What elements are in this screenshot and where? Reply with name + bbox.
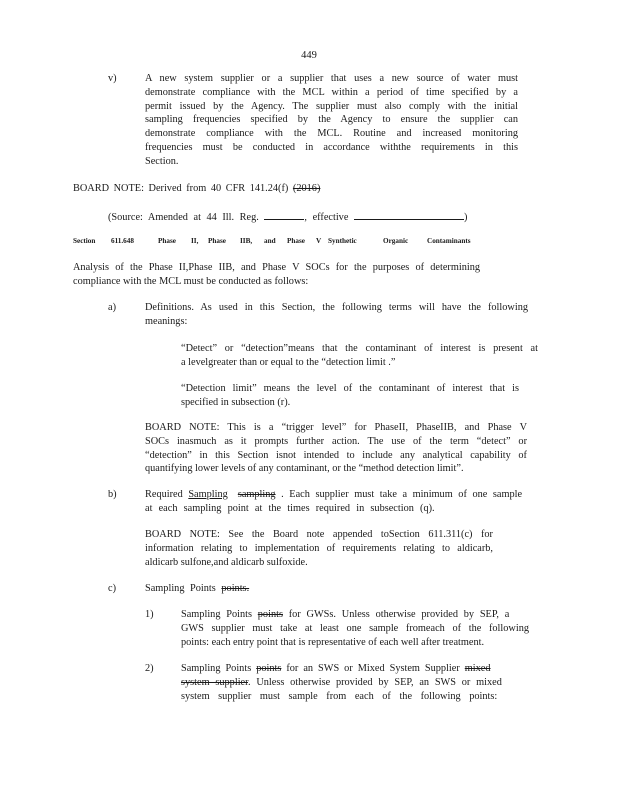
board-note-text: BOARD NOTE: Derived from 40 CFR 141.24(f) (73, 183, 289, 194)
text-line: BOARD NOTE: See the Board note appended toSection 611.311(c) for (145, 529, 493, 540)
text-run: . Each supplier must take a minimum of one sample (281, 489, 523, 500)
heading-word: V (316, 237, 322, 245)
item-v-label: v) (108, 73, 117, 84)
struck-text: mixed (464, 663, 491, 674)
struck-text: sampling (237, 489, 276, 500)
text-run: Sampling Points (181, 609, 252, 620)
text-line: Analysis of the Phase II,Phase IIB, and Phase V SOCs for the purposes of determining (73, 262, 480, 273)
struck-text: system supplier (181, 677, 248, 688)
text-line: aldicarb sulfone,and aldicarb sulfoxide. (145, 556, 308, 568)
source-comma: , (304, 212, 307, 223)
text-line: quantifying lower levels of any contaminant, or the “method detection limit”. (145, 463, 464, 475)
page-number: 449 (301, 50, 317, 61)
item-c2-label: 2) (145, 663, 154, 674)
text-line: “detection” in this Section isnot intended to include any analytical capability of (145, 449, 527, 461)
text-line: A new system supplier or a supplier that uses a new source of water must (145, 73, 518, 84)
text-line: compliance with the MCL must be conducted as follows: (73, 275, 309, 287)
text-line: demonstrate compliance with the MCL within a period of time specified by a (145, 86, 518, 98)
inserted-text: Sampling (188, 489, 228, 500)
text-line: information relating to implementation of requirements relating to aldicarb, (145, 542, 493, 554)
text-run: Sampling Points (181, 663, 252, 674)
text-line: “Detection limit” means the level of the contaminant of interest that is (181, 383, 519, 394)
item-c2-line-3: system supplier must sample from each of the following points: (181, 691, 498, 702)
item-b-line-1 (145, 488, 522, 502)
item-c-title (145, 582, 249, 596)
text-line: permit issued by the Agency. The supplier must also comply with the initial (145, 100, 518, 112)
struck-text: points. (221, 583, 250, 594)
text-run: Required (145, 489, 183, 500)
text-line: Section. (145, 155, 179, 167)
heading-word: IIB, (240, 237, 253, 245)
heading-word: Phase (208, 237, 226, 245)
text-line: a levelgreater than or equal to the “detection limit .” (181, 356, 396, 368)
heading-word: Phase (287, 237, 305, 245)
struck-text: points (257, 609, 283, 620)
heading-word: Phase (158, 237, 176, 245)
definition-detection-limit (181, 382, 519, 410)
struck-text: (2016) (292, 183, 321, 194)
text-run: Sampling Points (145, 583, 216, 594)
source-text: (Source: Amended at 44 Ill. Reg. (108, 212, 259, 223)
item-a-paragraph (145, 301, 528, 329)
item-c1-line-1 (181, 608, 509, 622)
text-line: points: each entry point that is representative of each well after treatment. (181, 636, 485, 648)
heading-word: 611.648 (111, 237, 134, 245)
effective-blank (354, 209, 464, 220)
source-close: ) (463, 212, 468, 223)
text-line: “Detect” or “detection”means that the contaminant of interest is present at (181, 343, 538, 354)
item-v-paragraph (145, 72, 518, 169)
text-run: for GWSs. Unless otherwise provided by SEP, a (288, 609, 510, 620)
item-a-board-note (145, 421, 527, 476)
item-c1-paragraph (181, 622, 529, 650)
register-blank (264, 209, 304, 220)
text-line: BOARD NOTE: This is a “trigger level” for PhaseII, PhaseIIB, and Phase V (145, 422, 527, 433)
board-note-derived (73, 182, 320, 196)
text-line: sampling frequencies specified by the Agency to ensure the supplier can (145, 114, 518, 126)
source-line (108, 209, 467, 225)
heading-word: Section (73, 237, 96, 245)
text-line: demonstrate compliance with the MCL. Routine and increased monitoring (145, 128, 518, 140)
text-line: GWS supplier must take at least one sample fromeach of the following (181, 623, 529, 634)
intro-paragraph (73, 261, 480, 289)
struck-text: points (256, 663, 282, 674)
item-a-label: a) (108, 302, 116, 313)
text-line: Definitions. As used in this Section, the following terms will have the following (145, 302, 528, 313)
text-line: meanings: (145, 315, 188, 327)
effective-text: effective (312, 212, 349, 223)
heading-word: Contaminants (427, 237, 471, 245)
definition-detect (181, 342, 538, 370)
text-run: for an SWS or Mixed System Supplier (286, 663, 460, 674)
text-line: specified in subsection (r). (181, 396, 291, 408)
heading-word: and (264, 237, 276, 245)
item-c1-label: 1) (145, 609, 154, 620)
item-c2-line-2 (181, 676, 502, 690)
text-run: . Unless otherwise provided by SEP, an SWS or mixed (247, 677, 502, 688)
text-line: SOCs inasmuch as it prompts further action. The use of the term “detect” or (145, 435, 527, 447)
item-c-label: c) (108, 583, 116, 594)
item-c2-line-1 (181, 662, 491, 676)
item-b-label: b) (108, 489, 117, 500)
heading-word: II, (191, 237, 199, 245)
heading-word: Synthetic (328, 237, 357, 245)
item-b-line-2: at each sampling point at the times required in subsection (q). (145, 503, 435, 514)
text-line: frequencies must be conducted in accordance withthe requirements in this (145, 141, 518, 153)
heading-word: Organic (383, 237, 409, 245)
item-b-board-note (145, 528, 493, 569)
